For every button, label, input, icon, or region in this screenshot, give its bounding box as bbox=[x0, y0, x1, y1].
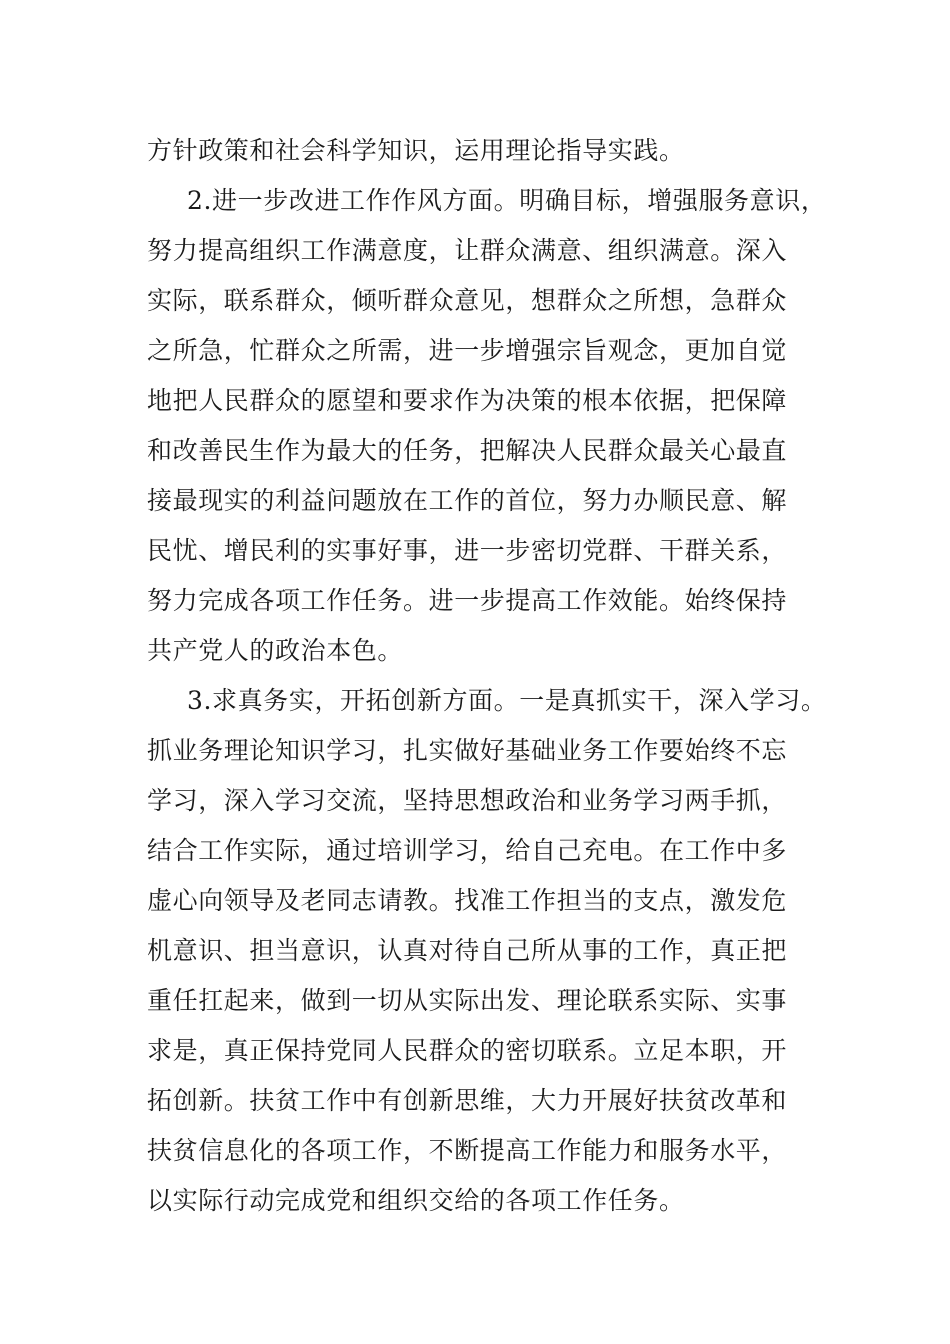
text-line: 共产党人的政治本色。 bbox=[147, 636, 404, 665]
text-line: 努力完成各项工作任务。进一步提高工作效能。始终保持 bbox=[147, 586, 788, 615]
text-line: 和改善民生作为最大的任务，把解决人民群众最关心最直 bbox=[147, 436, 788, 465]
text-line: 民忧、增民利的实事好事，进一步密切党群、干群关系， bbox=[147, 536, 788, 565]
paragraph-3-heading-line: 3.求真务实，开拓创新方面。一是真抓实干，深入学习。 bbox=[187, 686, 827, 715]
text-line: 虚心向领导及老同志请教。找准工作担当的支点，激发危 bbox=[147, 886, 788, 915]
text-line: 接最现实的利益问题放在工作的首位，努力办顺民意、解 bbox=[147, 486, 788, 515]
text-line: 努力提高组织工作满意度，让群众满意、组织满意。深入 bbox=[147, 236, 788, 265]
text-line: 方针政策和社会科学知识，运用理论指导实践。 bbox=[147, 136, 685, 165]
paragraph-2-heading-line: 2.进一步改进工作作风方面。明确目标，增强服务意识， bbox=[187, 186, 827, 215]
text-line: 扶贫信息化的各项工作，不断提高工作能力和服务水平， bbox=[147, 1136, 788, 1165]
text-line: 抓业务理论知识学习，扎实做好基础业务工作要始终不忘 bbox=[147, 736, 788, 765]
text-line: 机意识、担当意识，认真对待自己所从事的工作，真正把 bbox=[147, 936, 788, 965]
text-line: 结合工作实际，通过培训学习，给自己充电。在工作中多 bbox=[147, 836, 788, 865]
text-line: 重任扛起来，做到一切从实际出发、理论联系实际、实事 bbox=[147, 986, 788, 1015]
text-line: 学习，深入学习交流，坚持思想政治和业务学习两手抓， bbox=[147, 786, 788, 815]
text-line: 以实际行动完成党和组织交给的各项工作任务。 bbox=[147, 1186, 685, 1215]
text-line: 地把人民群众的愿望和要求作为决策的根本依据，把保障 bbox=[147, 386, 788, 415]
text-line: 实际，联系群众，倾听群众意见，想群众之所想，急群众 bbox=[147, 286, 788, 315]
text-line: 拓创新。扶贫工作中有创新思维，大力开展好扶贫改革和 bbox=[147, 1086, 788, 1115]
text-line: 求是，真正保持党同人民群众的密切联系。立足本职，开 bbox=[147, 1036, 788, 1065]
text-line: 之所急，忙群众之所需，进一步增强宗旨观念，更加自觉 bbox=[147, 336, 788, 365]
